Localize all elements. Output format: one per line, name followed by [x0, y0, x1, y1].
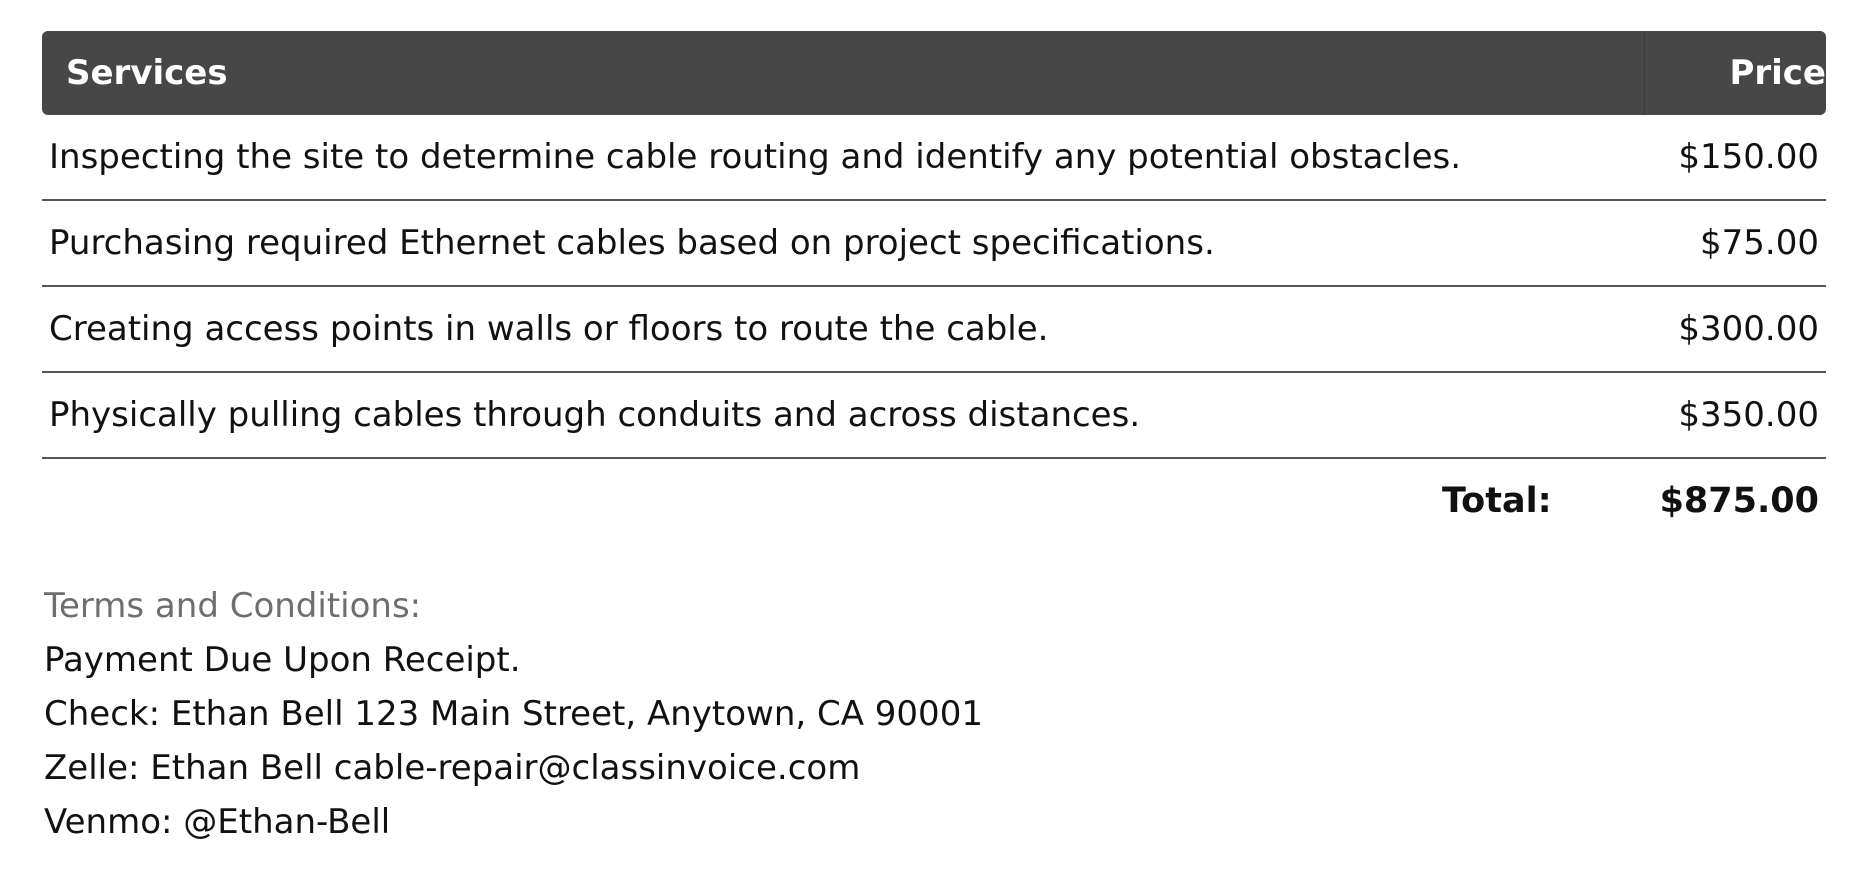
terms-title: Terms and Conditions:	[44, 586, 422, 626]
terms-line-venmo: Venmo: @Ethan-Bell	[44, 802, 391, 842]
service-description: Physically pulling cables through conduits and across distances.	[49, 395, 1141, 435]
terms-line-payment: Payment Due Upon Receipt.	[44, 640, 521, 680]
total-label: Total:	[1441, 481, 1552, 521]
service-description: Creating access points in walls or floors to route the cable.	[49, 309, 1049, 349]
services-column-header: Services	[66, 53, 228, 93]
services-table	[42, 31, 1826, 543]
terms-section	[44, 579, 983, 849]
price-header-label: Price	[1729, 53, 1826, 93]
total-row	[42, 459, 1826, 543]
service-price: $300.00	[1678, 309, 1819, 349]
table-row	[42, 287, 1826, 373]
table-row	[42, 373, 1826, 459]
service-price: $150.00	[1678, 137, 1819, 177]
table-row	[42, 201, 1826, 287]
terms-line-check: Check: Ethan Bell 123 Main Street, Anytown, CA 90001	[44, 694, 983, 734]
service-price: $75.00	[1700, 223, 1819, 263]
price-column-header	[1644, 31, 1826, 115]
service-description: Purchasing required Ethernet cables based on project specifications.	[49, 223, 1215, 263]
terms-line-zelle: Zelle: Ethan Bell cable-repair@classinvoice.com	[44, 748, 861, 788]
total-value: $875.00	[1659, 481, 1819, 521]
table-header	[42, 31, 1826, 115]
service-description: Inspecting the site to determine cable routing and identify any potential obstacles.	[49, 137, 1462, 177]
service-price: $350.00	[1678, 395, 1819, 435]
table-row	[42, 115, 1826, 201]
